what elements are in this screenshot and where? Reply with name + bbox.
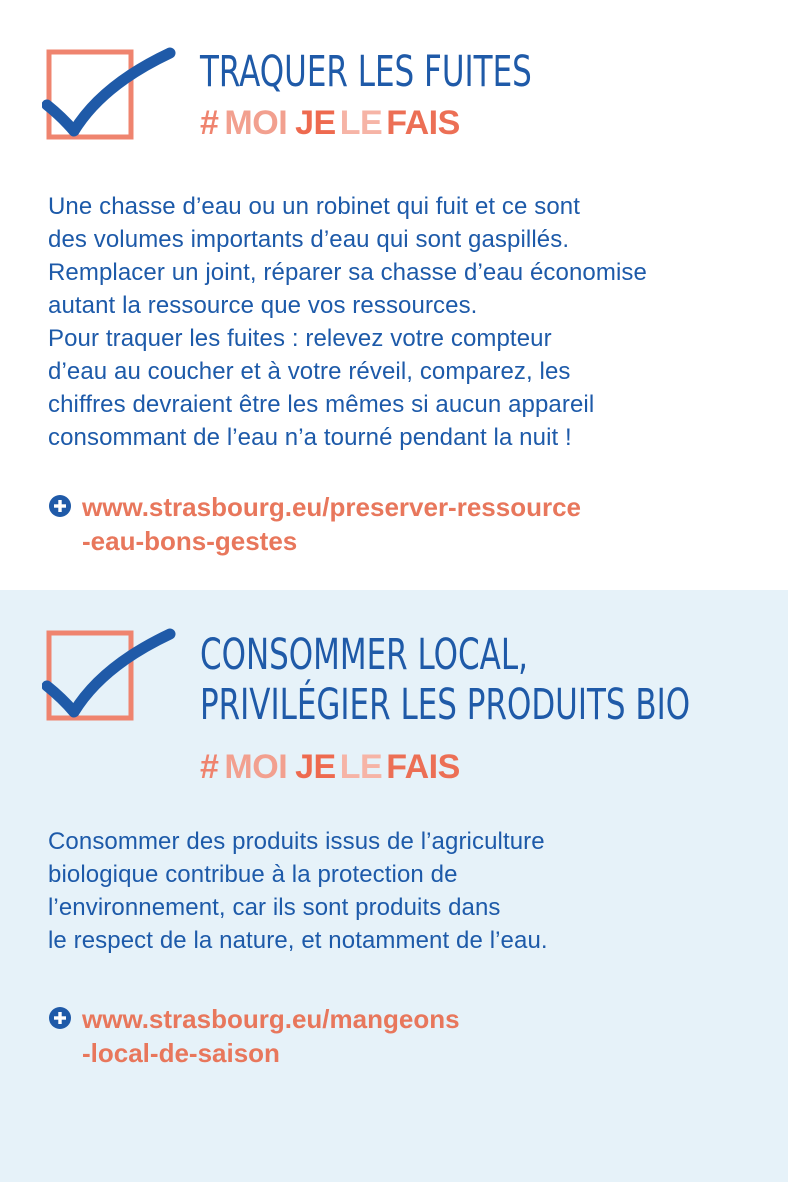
section-body-text: Une chasse d’eau ou un robinet qui fuit et ce sont des volumes importants d’eau qui sont gaspillés. Remplacer un joint, réparer sa chasse d’eau économise autant la ressource que vos ressources. Pour traquer les fuites : relevez votre compteur d’eau au coucher et à votre réveil, comparez, les chiffres devraient être les mêmes si aucun appareil consommant de l’eau n’a tourné pendant la nuit ! xyxy=(48,193,647,451)
strasbourg-link[interactable]: www.strasbourg.eu/mangeons -local-de-saison xyxy=(82,1004,460,1068)
section-body-text: Consommer des produits issus de l’agriculture biologique contribue à la protection de l’environnement, car ils sont produits dans le respect de la nature, et notamment de l’eau. xyxy=(48,828,548,954)
hashtag-moi-je-le-fais: # MOI JE LE FAIS xyxy=(200,104,460,142)
plus-circle-icon xyxy=(48,494,72,518)
section-fuites xyxy=(0,0,788,590)
plus-circle-icon xyxy=(48,1006,72,1030)
section-title: CONSOMMER LOCAL, PRIVILÉGIER LES PRODUITS BIO xyxy=(200,630,691,730)
checkbox-checked-icon xyxy=(42,45,177,145)
strasbourg-link[interactable]: www.strasbourg.eu/preserver-ressource -eau-bons-gestes xyxy=(82,492,582,556)
section-title: TRAQUER LES FUITES xyxy=(200,47,532,97)
section-consommer-local xyxy=(0,590,788,1182)
hashtag-moi-je-le-fais: # MOI JE LE FAIS xyxy=(200,748,460,786)
checkbox-checked-icon xyxy=(42,628,177,728)
